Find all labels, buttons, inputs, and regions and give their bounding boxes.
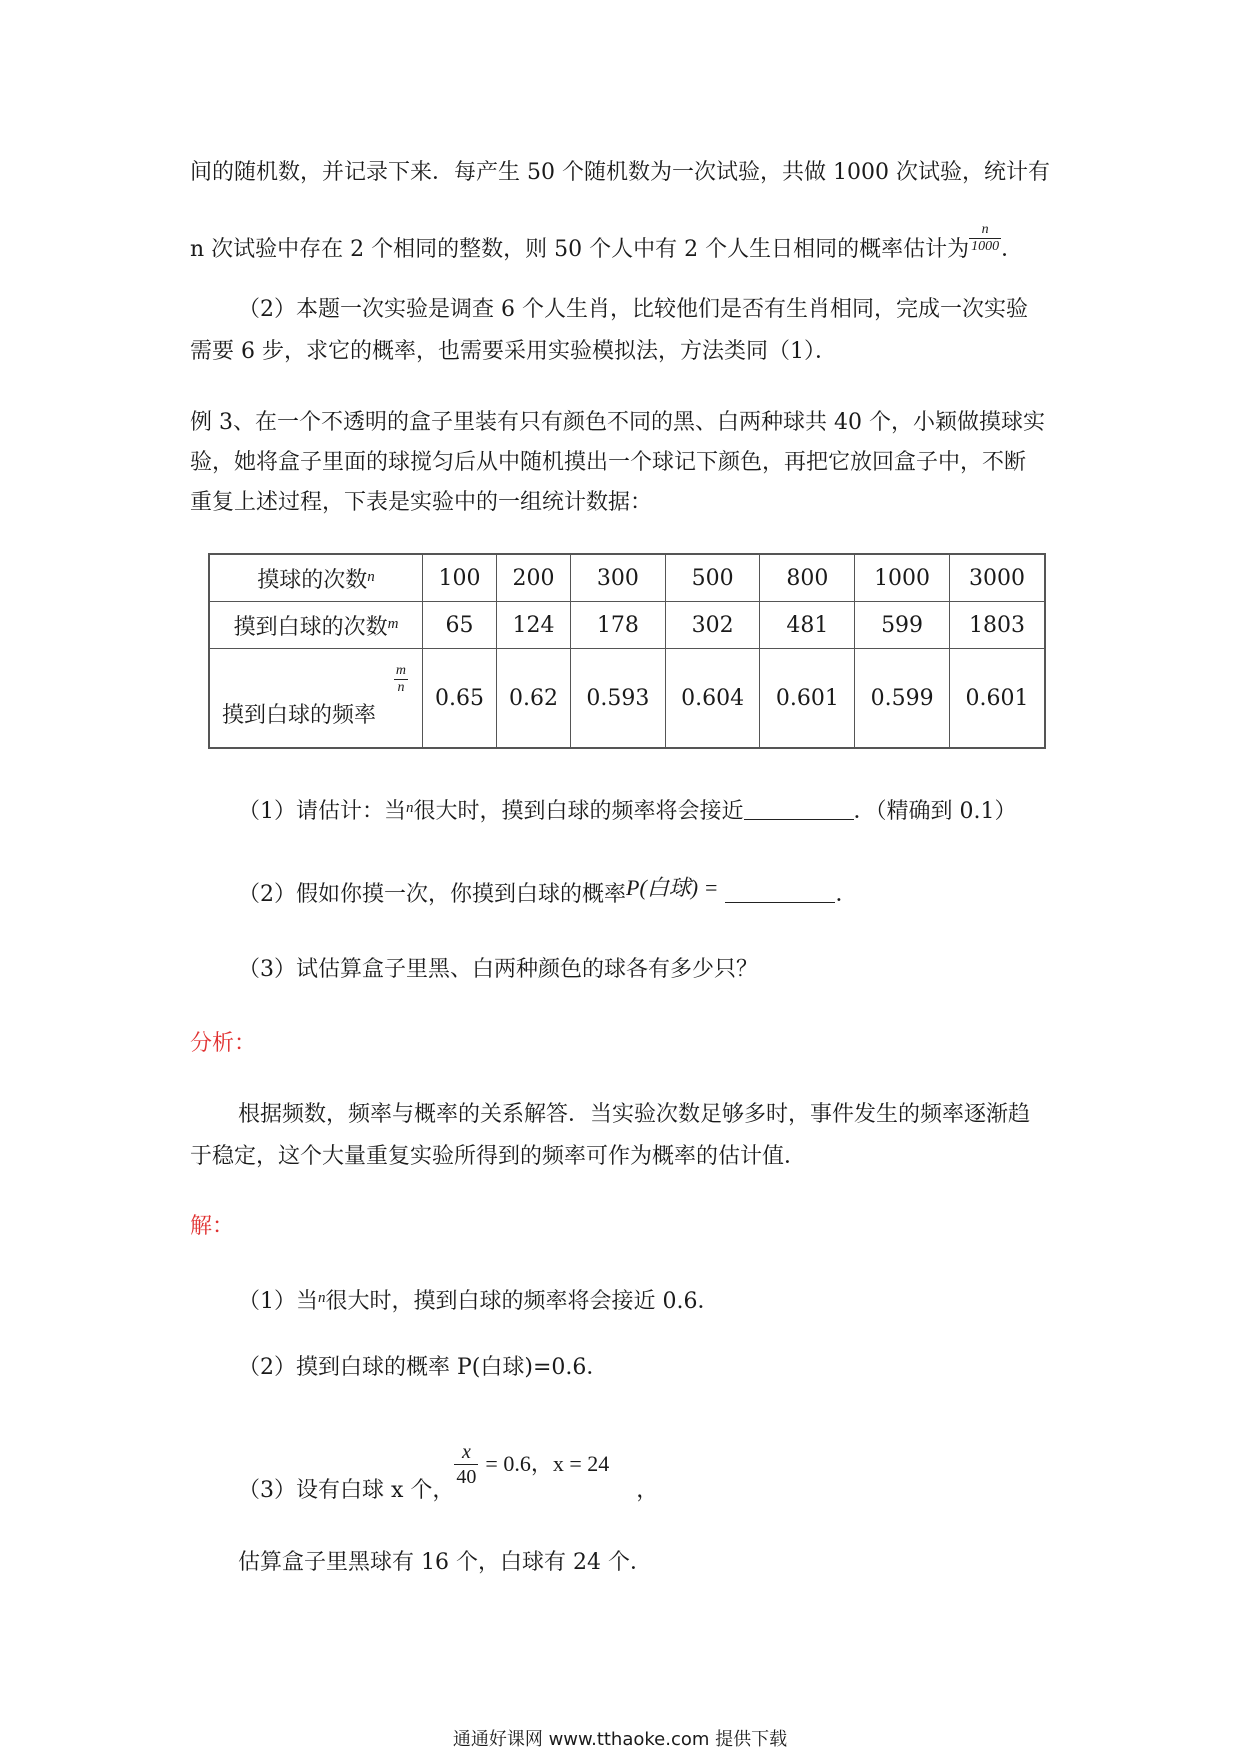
table-cell: 1803 [949,602,1045,649]
table-cell: 0.601 [760,649,855,749]
table-cell: 1000 [855,554,950,602]
question-1: （1）请估计：当$^n$很大时，摸到白球的频率将会接近 ．（精确到 0.1） [238,799,1017,824]
solution-1: （1）当$^n$很大时，摸到白球的频率将会接近 0.6． [238,1289,720,1314]
page-footer: 通通好课网 www.tthaoke.com 提供下载 [452,1729,788,1750]
table-cell: 65 [423,602,497,649]
table-cell: 0.599 [855,649,950,749]
frequency-fraction: $\frac{m}{n}$ [395,663,406,695]
answer-blank-2[interactable] [725,880,835,903]
analysis-line-1: 根据频数，频率与概率的关系解答．当实验次数足够多时，事件发生的频率逐渐趋 [238,1102,1031,1127]
solution-heading: 解： [190,1214,235,1239]
example-line-3: 重复上述过程，下表是实验中的一组统计数据： [190,490,653,515]
table-row [209,554,1045,602]
table-cell: 100 [423,554,497,602]
solution-fraction: $\frac{x}{40}$ [456,1441,477,1488]
table-cell: 302 [665,602,760,649]
table-row [209,602,1045,649]
analysis-line-2: 于稳定，这个大量重复实验所得到的频率可作为概率的估计值． [190,1144,807,1169]
statistics-table [208,553,1046,749]
question-2: （2）假如你摸一次，你摸到白球的概率P(白球) = ． [238,875,858,907]
table-cell: 0.65 [423,649,497,749]
table-cell: 500 [665,554,760,602]
paragraph-line-4: 需要 6 步，求它的概率，也需要采用实验模拟法，方法类同（1）． [190,339,837,364]
paragraph-line-2: n 次试验中存在 2 个相同的整数，则 50 个人中有 2 个人生日相同的概率估计为 $\frac{n}{1000}$ ． [190,222,1024,262]
example-line-2: 验，她将盒子里面的球搅匀后从中随机摸出一个球记下颜色，再把它放回盒子中，不断 [190,450,1027,475]
table-cell: 0.601 [949,649,1045,749]
probability-fraction: $\frac{n}{1000}$ [971,222,1000,254]
table-cell: 800 [760,554,855,602]
analysis-heading: 分析： [190,1031,257,1056]
solution-2: （2）摸到白球的概率 P(白球)=0.6． [238,1355,609,1380]
table-cell: 0.604 [665,649,760,749]
row-header-white-frequency: 摸到白球的频率 $\frac{m}{n}$ [209,649,423,749]
table-cell: 178 [571,602,666,649]
table-row [209,649,1045,749]
table-cell: 200 [497,554,571,602]
question-3: （3）试估算盒子里黑、白两种颜色的球各有多少只？ [238,957,758,982]
answer-blank-1[interactable] [744,797,854,820]
table-cell: 599 [855,602,950,649]
table-cell: 124 [497,602,571,649]
row-header-white-count: 摸到白球的次数$^m$ [209,602,423,649]
paragraph-line-1: 间的随机数，并记录下来．每产生 50 个随机数为一次试验，共做 1000 次试验，统计有 [190,160,1050,185]
example-line-1: 例 3、在一个不透明的盒子里装有只有颜色不同的黑、白两种球共 40 个，小颖做摸球实 [190,410,1045,435]
table-cell: 481 [760,602,855,649]
row-header-trials: 摸球的次数$^n$ [209,554,423,602]
paragraph-line-3: （2）本题一次实验是调查 6 个人生肖，比较他们是否有生肖相同，完成一次实验 [238,297,1028,322]
table-cell: 300 [571,554,666,602]
solution-4: 估算盒子里黑球有 16 个，白球有 24 个． [238,1550,652,1575]
table-cell: 0.593 [571,649,666,749]
table-cell: 3000 [949,554,1045,602]
solution-3: （3）设有白球 x 个， $\frac{x}{40}$ = 0.6，x = 24 ， [238,1441,659,1503]
table-cell: 0.62 [497,649,571,749]
